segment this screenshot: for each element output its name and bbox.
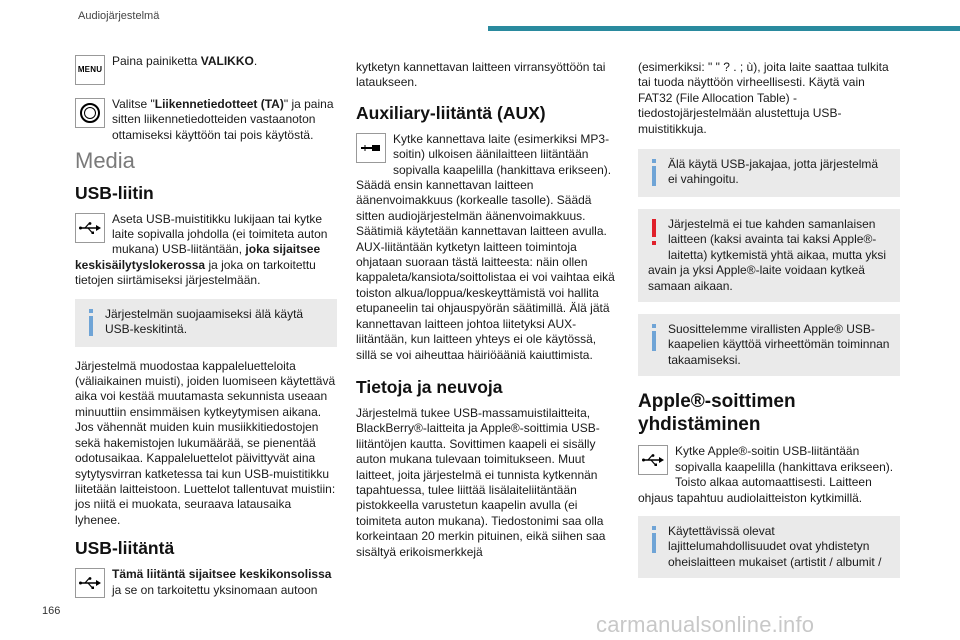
usb-socket-heading: USB-liitäntä (75, 538, 175, 559)
usb-icon (75, 568, 105, 598)
usb-port-text: Aseta USB-muistitikku lukijaan tai kytke laite sopivalla johdolla (ei toimiteta auton mukana) USB-liitäntään, joka sijaitsee keskisäilytyslokerossa ja joka on tarkoitettu tietojen siirtämiseksi järjestelmään. (75, 211, 328, 288)
warning-icon (648, 219, 660, 247)
traffic-instruction: Valitse "Liikennetiedotteet (TA)" ja paina sitten liikennetiedotteiden vastaanoton ottamiseksi käyttöön tai pois käytöstä. (75, 97, 337, 143)
media-heading: Media (75, 148, 135, 174)
watermark: carmanualsonline.info (596, 612, 815, 637)
info-icon (85, 309, 97, 337)
column-1 (75, 54, 337, 610)
aux-text: Kytke kannettava laite (esimerkiksi MP3-soitin) ulkoisen äänilaitteen liitäntään sopivalla kaapelilla (hankittava erikseen). Säädä ensin kannettavan laitteen äänenvoimakkuus (korkealle tasolle). Säädä sitten audiojärjestelmän äänenvoimakkuus. Säätimiä käytetään kannettavan laitteen avulla. AUX-liitäntään kytketyn laitteen toimintoja ohjataan suoraan tästä laitteesta: näin ollen kappaleta/kansiota/soittolistaa ei voi vaihtaa eikä toiston alkua/loppua/keskeyttämistä voi hallita etupaneelin tai ohjauspyörän säätimillä. Älä jätä kannettavan laitteen johtoa liitetyksi AUX-liitäntään, kun laitteen yhteys ei ole käytössä, sillä se voi aiheuttaa häiriöääniä kaiuttimista. (356, 131, 615, 362)
header-accent-bar (488, 26, 960, 31)
column-3 (638, 60, 900, 590)
charging-continuation: kytketyn kannettavan laitteen virransyöttöön tai lataukseen. (356, 60, 606, 90)
info-icon (648, 526, 660, 554)
usb-icon (638, 445, 668, 475)
usb-port-heading: USB-liitin (75, 182, 154, 203)
menu-instruction: MENU Paina painiketta VALIKKO. (75, 54, 337, 87)
jack-plug-icon (356, 133, 386, 163)
two-devices-warning-box: Järjestelmä ei tue kahden samanlaisen laitteen (kaksi avainta tai kaksi Apple®-laitetta) kytkemistä yhtä aikaa, mutta yksi avain ja yksi Apple®-laite voidaan kytkeä samaan aikaan. (638, 209, 900, 302)
filename-continuation: (esimerkiksi: " " ? . ; ù), joita laite saattaa tulkita tai tuoda näyttöön virheellisesti. Käytä vain FAT32 (File Allocation Table) -tiedostojärjestelmään alustettuja USB-muistitikkuja. (638, 60, 889, 136)
apple-cable-info-box: Suosittelemme virallisten Apple® USB-kaapelien käyttöä virheettömän toiminnan takaamiseksi. (638, 314, 900, 376)
column-2 (356, 60, 618, 570)
header-title: Audiojärjestelmä (78, 10, 160, 22)
usb-hub-info-box: Järjestelmän suojaamiseksi älä käytä USB-keskitintä. (75, 299, 337, 347)
usb-socket-text: Tämä liitäntä sijaitsee keskikonsolissa ja se on tarkoitettu yksinomaan autoon (75, 567, 337, 600)
aux-heading: Auxiliary-liitäntä (AUX) (356, 102, 546, 123)
info-icon (648, 159, 660, 187)
apple-heading: Apple®-soittimen yhdistäminen (638, 391, 796, 436)
playlist-paragraph: Järjestelmä muodostaa kappaleluetteloita (väliaikainen muisti), joiden luomiseen käytettävä aika voi kestää muutamasta sekunnista useaan minuuttiin ensimmäisen kytkeytymisen aikana. Jos vähennät muiden kuin musiikkitiedostojen sekä hakemistojen lukumäärää, se pienentää odotusaikaa. Kappaleluettelot päivittyvät aina sytytysvirran katketessa tai kun USB-muistitikku liitetään laitteistoon. Luettelot tallentuvat muistiin: jos niitä ei muokata, seuraava latausaika lyhenee. (75, 358, 336, 527)
tips-heading: Tietoja ja neuvoja (356, 376, 503, 397)
info-icon (648, 324, 660, 352)
usb-icon (75, 213, 105, 243)
page-number: 166 (42, 605, 61, 617)
rotary-knob-icon (75, 98, 105, 128)
usb-hub-info-box: Älä käytä USB-jakajaa, jotta järjestelmä ei vahingoitu. (638, 149, 900, 197)
sorting-info-box: Käytettävissä olevat lajittelumahdollisuudet ovat yhdistetyn oheislaitteen mukaiset (artistit / albumit / (638, 516, 900, 578)
apple-text: Kytke Apple®-soitin USB-liitäntään sopivalla kaapelilla (hankittava erikseen). Toisto alkaa automaattisesti. Laitteen ohjaus tapahtuu audiolaitteiston kytkimillä. (638, 444, 894, 505)
menu-button-icon: MENU (75, 55, 105, 85)
tips-paragraph: Järjestelmä tukee USB-massamuistilaitteita, BlackBerry®-laitteita ja Apple®-soittimia USB-liitäntöjen kautta. Sovittimen kaapeli ei sisälly auton mukana tulevaan toimitukseen. Muut laitteet, joita järjestelmä ei tunnista kytkennän tapahtuessa, tulee liittää lisälaiteliitäntään pistokkeella varustetun kaapelin avulla (ei toimiteta auton mukana). Tiedostonimi saa olla korkeintaan 20 merkin pituinen, eikä siihen saa sisältyä erikoismerkkejä (356, 405, 606, 559)
